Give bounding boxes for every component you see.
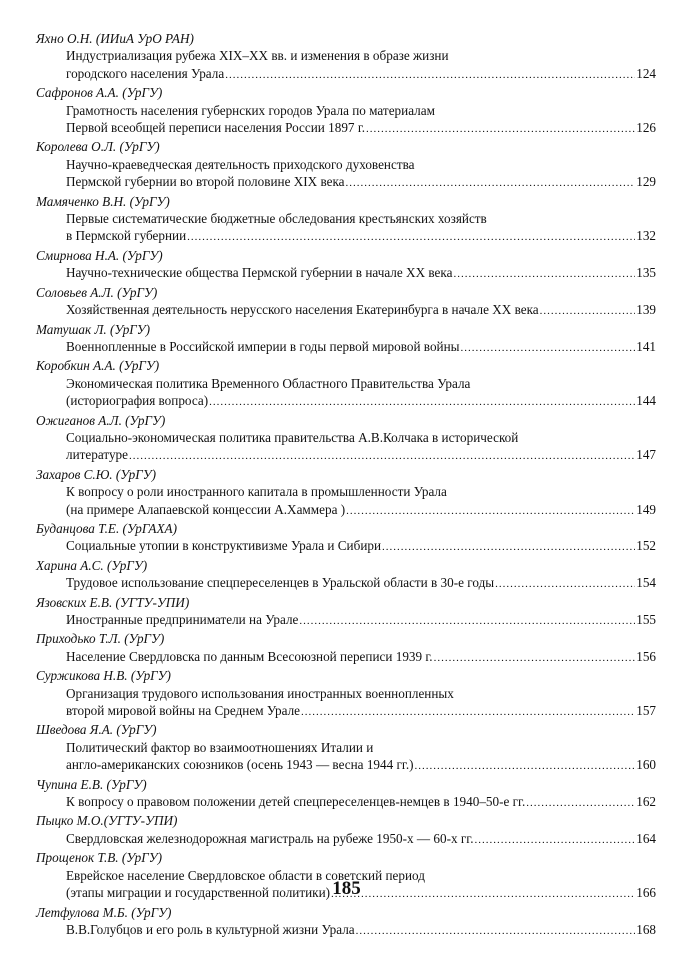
toc-entry-author: Мамяченко В.Н. (УрГУ) [36,193,170,209]
toc-entry-title-line: К вопросу о роли иностранного капитала в промышленности Урала [66,484,447,500]
toc-entry-page: 144 [636,393,656,409]
toc-entry [36,812,656,849]
toc-entry [36,193,656,247]
toc-entry-title-end: Первой всеобщей переписи населения России 1897 г. [66,120,366,136]
toc-entry-author: Чупина Е.В. (УрГУ) [36,776,147,792]
toc-entry [36,321,656,358]
page-number: 185 [332,878,361,899]
toc-entry-last-line [36,119,656,138]
toc-entry-author: Шведова Я.А. (УрГУ) [36,722,157,738]
toc-entry-author: Прощенок Т.В. (УрГУ) [36,850,162,866]
toc-entry-title-line: Научно-краеведческая деятельность приходского духовенства [66,156,415,172]
dot-leader [415,758,636,775]
toc-entry-title-end: (на примере Алапаевской концессии А.Хаммера ) [66,501,346,517]
toc-entry-author: Летфулова М.Б. (УрГУ) [36,904,172,920]
toc-entry-page: 152 [636,538,656,554]
dot-leader [434,650,636,667]
toc-entry-last-line [36,173,656,192]
toc-entry-author: Королева О.Л. (УрГУ) [36,139,160,155]
dot-leader [299,613,635,630]
toc-entry-page: 160 [636,757,656,773]
toc-entry-title-end: (историография вопроса) [66,393,209,409]
toc-entry-author: Приходько Т.Л. (УрГУ) [36,631,165,647]
toc-entry [36,721,656,775]
toc-entry [36,138,656,192]
toc-entry-author: Сафронов А.А. (УрГУ) [36,85,163,101]
toc-entry-author: Харина А.С. (УрГУ) [36,557,148,573]
dot-leader [366,121,635,138]
dot-leader [461,340,636,357]
toc-entry-page: 129 [636,174,656,190]
toc-entry [36,30,656,84]
toc-entry-title-end: К вопросу о правовом положении детей спецпереселенцев-немцев в 1940–50-е гг. [66,794,526,810]
toc-entry-author: Суржикова Н.В. (УрГУ) [36,668,171,684]
toc-entry [36,630,656,667]
dot-leader [526,795,635,812]
toc-entry-title-end: Население Свердловска по данным Всесоюзной переписи 1939 г. [66,648,433,664]
dot-leader [346,503,635,520]
toc-entry-title-end: В.В.Голубцов и его роль в культурной жизни Урала [66,921,355,937]
toc-entry-title-end: Пермской губернии во второй половине XIX века [66,174,345,190]
toc-entry [36,520,656,557]
dot-leader [209,394,635,411]
toc-entry-last-line [36,702,656,721]
toc-entry-author: Ожиганов А.Л. (УрГУ) [36,412,166,428]
toc-entry-page: 149 [636,501,656,517]
toc-entry-title-end: (этапы миграции и государственной политики) [66,885,331,901]
toc-entry-author: Пыцко М.О.(УГТУ-УПИ) [36,813,178,829]
toc-entry-page: 139 [636,302,656,318]
toc-entry-page: 135 [636,265,656,281]
toc-entry-title-line: Первые систематические бюджетные обследования крестьянских хозяйств [66,211,487,227]
toc-entry-title-line: Экономическая политика Временного Областного Правительства Урала [66,375,471,391]
toc-entry-page: 147 [636,447,656,463]
toc-entry-title-end: литературе [66,447,128,463]
dot-leader [475,832,636,849]
toc-entry [36,84,656,138]
toc-entry-author: Матушак Л. (УрГУ) [36,321,151,337]
toc-entry-author: Коробкин А.А. (УрГУ) [36,358,160,374]
toc-entry-title-end: Иностранные предприниматели на Урале [66,612,299,627]
toc-entry-last-line [36,227,656,246]
dot-leader [540,303,636,320]
toc-entry-title-end: Научно-технические общества Пермской губернии в начале XX века [66,265,453,281]
toc-entry-last-line [36,264,656,283]
toc-entry [36,284,656,321]
toc-entry-last-line [36,648,656,667]
toc-entry-title-line: Еврейское население Свердловское области в советский период [66,867,425,883]
toc-entry-title-end: Социальные утопии в конструктивизме Урала и Сибири [66,538,382,554]
dot-leader [225,67,635,84]
toc-entry-title-line: Политический фактор во взаимоотношениях Италии и [66,739,374,755]
toc-entry-last-line [36,301,656,320]
toc-entry-title-end: Трудовое использование спецпереселенцев в Уральской области в 30-е годы [66,575,495,591]
toc-entry [36,247,656,284]
toc-entry-last-line [36,446,656,465]
toc-entry-title-end: в Пермской губернии [66,228,187,244]
toc-entry-author: Соловьев А.Л. (УрГУ) [36,284,158,300]
dot-leader [129,448,635,465]
toc-entry-last-line [36,756,656,775]
dot-leader [382,539,635,556]
toc-entry-last-line [36,65,656,84]
toc-entry [36,776,656,813]
toc-entry-page: 155 [636,612,656,627]
toc-entry-title-end: англо-американских союзников (осень 1943 — весна 1944 гг.) [66,757,414,773]
toc-entry-last-line [36,501,656,520]
toc-entry-author: Язовских Е.В. (УГТУ-УПИ) [36,594,190,610]
toc-entry [36,466,656,520]
toc-entry [36,904,656,941]
toc-entry [36,557,656,594]
toc-entry-page: 154 [636,575,656,591]
dot-leader [356,923,636,940]
toc-entry-title-end: Хозяйственная деятельность нерусского населения Екатеринбурга в начале XX века [66,302,539,318]
table-of-contents [36,30,656,940]
toc-entry-title-end: второй мировой войны на Среднем Урале [66,703,301,719]
toc-entry-last-line [36,574,656,593]
toc-entry-author: Яхно О.Н. (ИИиА УрО РАН) [36,31,194,46]
toc-entry-last-line [36,392,656,411]
toc-entry-last-line [36,611,656,630]
toc-entry [36,357,656,411]
toc-entry-page: 132 [636,228,656,244]
toc-entry-title-end: Военнопленные в Российской империи в годы первой мировой войны [66,338,460,354]
toc-entry-last-line [36,537,656,556]
toc-entry-author: Смирнова Н.А. (УрГУ) [36,247,163,263]
toc-entry-page: 164 [636,830,656,846]
toc-entry-page: 124 [636,65,656,81]
toc-entry-page: 141 [636,338,656,354]
toc-entry [36,412,656,466]
toc-entry-title-end: городского населения Урала [66,65,225,81]
toc-entry-last-line [36,793,656,812]
toc-entry-page: 156 [636,648,656,664]
toc-entry-title-end: Свердловская железнодорожная магистраль на рубеже 1950-х — 60-х гг. [66,830,474,846]
toc-entry-author: Буданцова Т.Е. (УрГАХА) [36,520,177,536]
toc-entry-title-line: Грамотность населения губернских городов Урала по материалам [66,102,435,118]
toc-entry-page: 168 [636,921,656,937]
toc-entry-page: 166 [636,885,656,901]
dot-leader [187,229,635,246]
toc-entry-page: 126 [636,120,656,136]
dot-leader [453,266,635,283]
dot-leader [495,576,635,593]
toc-entry-last-line [36,830,656,849]
toc-entry-title-line: Организация трудового использования иностранных военнопленных [66,685,454,701]
toc-entry-last-line [36,921,656,940]
toc-entry-page: 162 [636,794,656,810]
toc-entry-author: Захаров С.Ю. (УрГУ) [36,466,157,482]
dot-leader [301,704,635,721]
toc-entry-title-line: Индустриализация рубежа XIX–XX вв. и изменения в образе жизни [66,48,449,64]
toc-entry [36,594,656,631]
dot-leader [346,175,636,192]
toc-entry-page: 157 [636,703,656,719]
toc-entry [36,667,656,721]
toc-entry-last-line [36,338,656,357]
toc-entry-title-line: Социально-экономическая политика правительства А.В.Колчака в исторической [66,429,519,445]
